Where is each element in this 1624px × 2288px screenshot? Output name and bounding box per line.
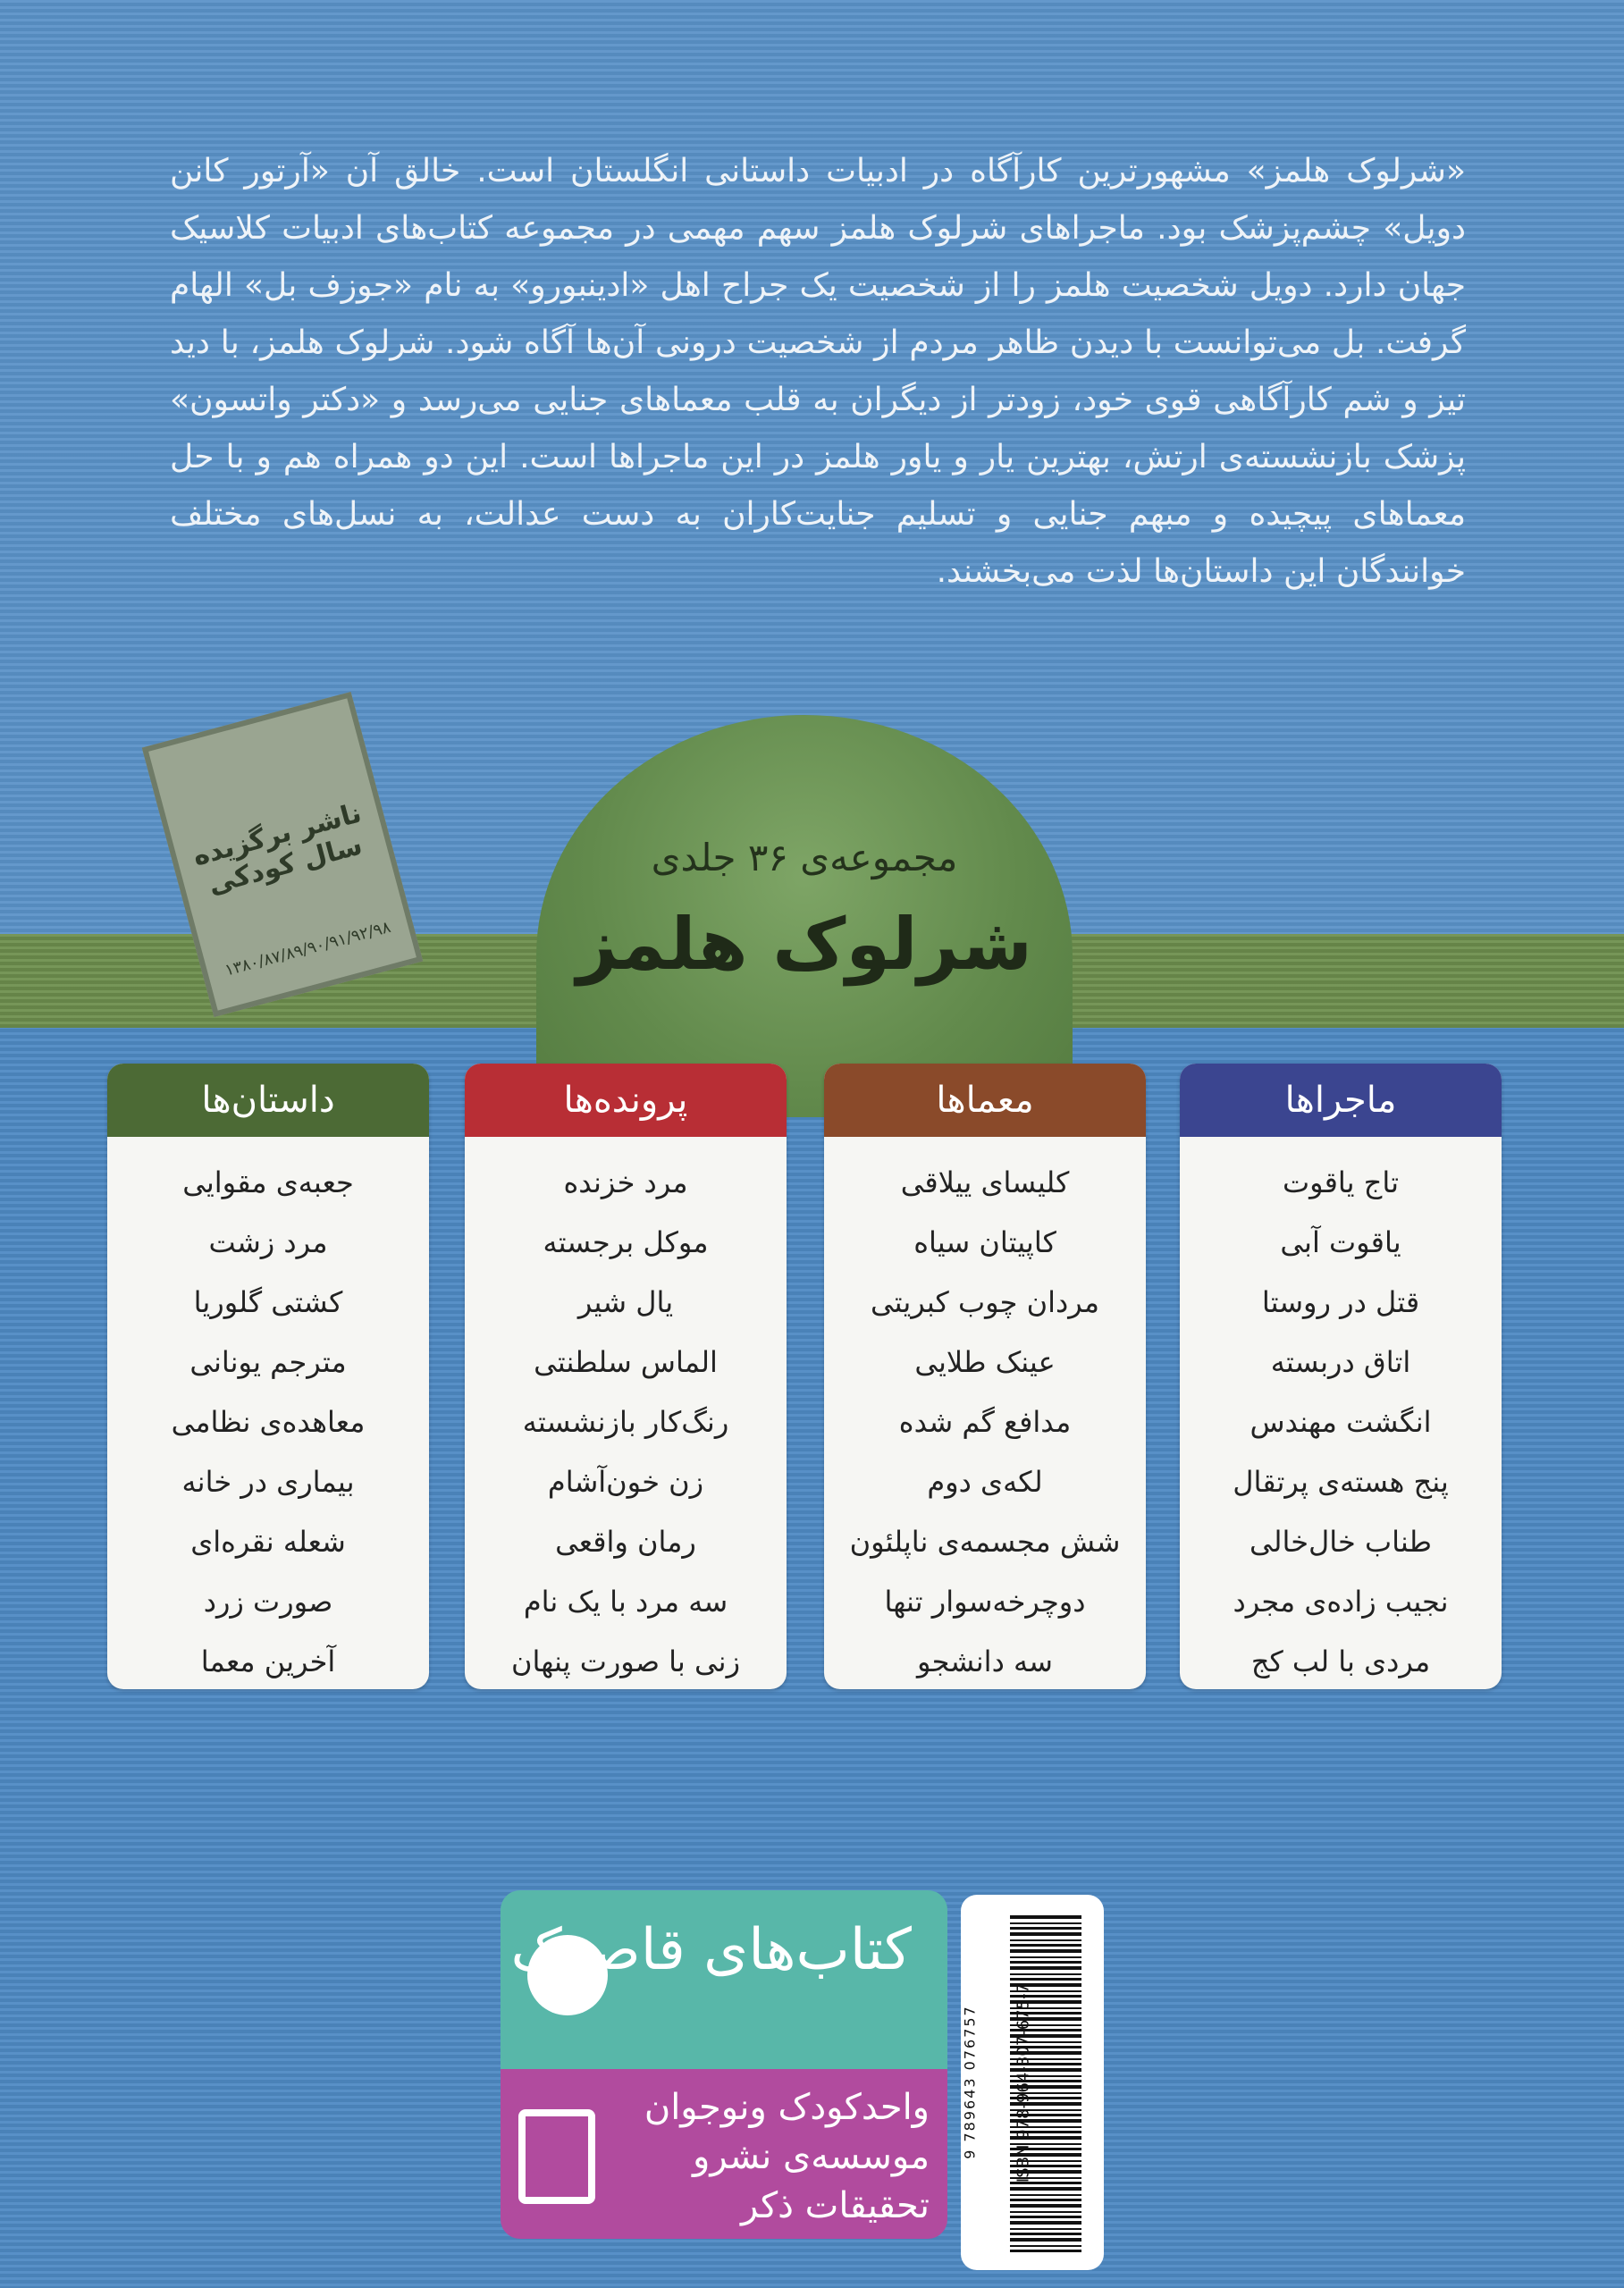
list-item: انگشت مهندس (1250, 1405, 1432, 1439)
ghasedak-logo (501, 1890, 947, 2069)
isbn-barcode (961, 1895, 1104, 2270)
list-item: دوچرخه‌سوار تنها (884, 1585, 1086, 1619)
list-item: زنی با صورت پنهان (510, 1644, 741, 1678)
card-header: معماها (824, 1064, 1146, 1137)
publisher-icon (518, 2109, 595, 2204)
list-item: رمان واقعی (555, 1525, 696, 1559)
isbn-digits: 9 789643 076757 (961, 2005, 979, 2159)
publisher-line-1: واحدکودک ونوجوان (644, 2087, 930, 2128)
list-item: کاپیتان سیاه (913, 1225, 1056, 1259)
list-item: مدافع گم شده (898, 1405, 1072, 1439)
list-item: آخرین معما (200, 1644, 336, 1678)
card-files (465, 1064, 787, 1689)
list-item: صورت زرد (203, 1585, 333, 1619)
list-item: موکل برجسته (543, 1225, 709, 1259)
card-adventures (1180, 1064, 1502, 1689)
list-item: سه مرد با یک نام (523, 1585, 728, 1619)
card-list (1180, 1137, 1502, 1689)
card-list (107, 1137, 429, 1689)
card-stories (107, 1064, 429, 1689)
list-item: شش مجسمه‌ی ناپلئون (849, 1525, 1121, 1559)
list-item: زن خون‌آشام (547, 1465, 704, 1499)
card-header: پرونده‌ها (465, 1064, 787, 1137)
description-text (170, 143, 1466, 601)
publisher-line-3: تحقیقات ذکر (741, 2185, 930, 2226)
publisher-box (501, 2069, 947, 2239)
logo-text: کتاب‌های قاصدک (510, 1917, 912, 1983)
list-item: معاهده‌ی نظامی (171, 1405, 366, 1439)
list-item: مردی با لب کج (1250, 1644, 1431, 1678)
description-paragraph: «شرلوک هلمز» مشهورترین کارآگاه در ادبیات داستانی انگلستان است. خالق آن «آرتور کانن دویل» چشم‌پزشک بود. ماجراهای شرلوک هلمز سهم مهمی در مجموعه کتاب‌های ادبیات کلاسیک جهان دارد. دویل شخصیت هلمز را از شخصیت یک جراح اهل «ادینبورو» به نام «جوزف بل» الهام گرفت. بل می‌توانست با دیدن ظاهر مردم از شخصیت درونی آن‌ها آگاه شود. شرلوک هلمز، با دید تیز و شم کارآگاهی قوی خود، زودتر از دیگران به قلب معماهای جنایی می‌رسد و «دکتر واتسون» پزشک بازنشسته‌ی ارتش، بهترین یار و یاور هلمز در این ماجراها است. این دو همراه هم و با حل معماهای پیچیده و مبهم جنایی و تسلیم جنایت‌کاران به دست عدالت، به نسل‌های مختلف خوانندگان این داستان‌ها لذت می‌بخشند. (170, 153, 1466, 590)
list-item: عینک طلایی (914, 1345, 1056, 1379)
list-item: مردان چوب کبریتی (871, 1285, 1099, 1319)
award-text: ناشر برگزیده سال کودکی (189, 797, 366, 901)
list-item: سه دانشجو (917, 1644, 1053, 1678)
list-item: رنگ‌کار بازنشسته (522, 1405, 729, 1439)
series-title: شرلوک هلمز (576, 903, 1032, 986)
card-header: ماجراها (1180, 1064, 1502, 1137)
publisher-line-2: موسسه‌ی نشرو (693, 2136, 930, 2177)
isbn-label: ISBN 978-964-307-675-7 (1014, 1982, 1033, 2183)
card-list (824, 1137, 1146, 1689)
list-item: پنج هسته‌ی پرتقال (1233, 1465, 1449, 1499)
list-item: شعله نقره‌ای (190, 1525, 346, 1559)
list-item: نجیب زاده‌ی مجرد (1233, 1585, 1449, 1619)
list-item: لکه‌ی دوم (927, 1465, 1043, 1499)
list-item: تاج یاقوت (1282, 1165, 1400, 1199)
card-header: داستان‌ها (107, 1064, 429, 1137)
list-item: مترجم یونانی (189, 1345, 347, 1379)
list-item: کلیسای ییلاقی (900, 1165, 1070, 1199)
list-item: طناب خال‌خالی (1250, 1525, 1432, 1559)
card-mysteries (824, 1064, 1146, 1689)
list-item: یال شیر (577, 1285, 674, 1319)
card-list (465, 1137, 787, 1689)
award-years: ۱۳۸۰/۸۷/۸۹/۹۰/۹۱/۹۲/۹۸ (223, 917, 393, 980)
list-item: مرد خزنده (563, 1165, 688, 1199)
list-item: بیماری در خانه (181, 1465, 355, 1499)
list-item: مرد زشت (208, 1225, 328, 1259)
list-item: اتاق دربسته (1270, 1345, 1411, 1379)
list-item: الماس سلطنتی (534, 1345, 718, 1379)
list-item: جعبه‌ی مقوایی (182, 1165, 354, 1199)
series-subtitle: مجموعه‌ی ۳۶ جلدی (651, 836, 958, 879)
list-item: کشتی گلوریا (193, 1285, 343, 1319)
list-item: یاقوت آبی (1280, 1225, 1401, 1259)
list-item: قتل در روستا (1261, 1285, 1420, 1319)
